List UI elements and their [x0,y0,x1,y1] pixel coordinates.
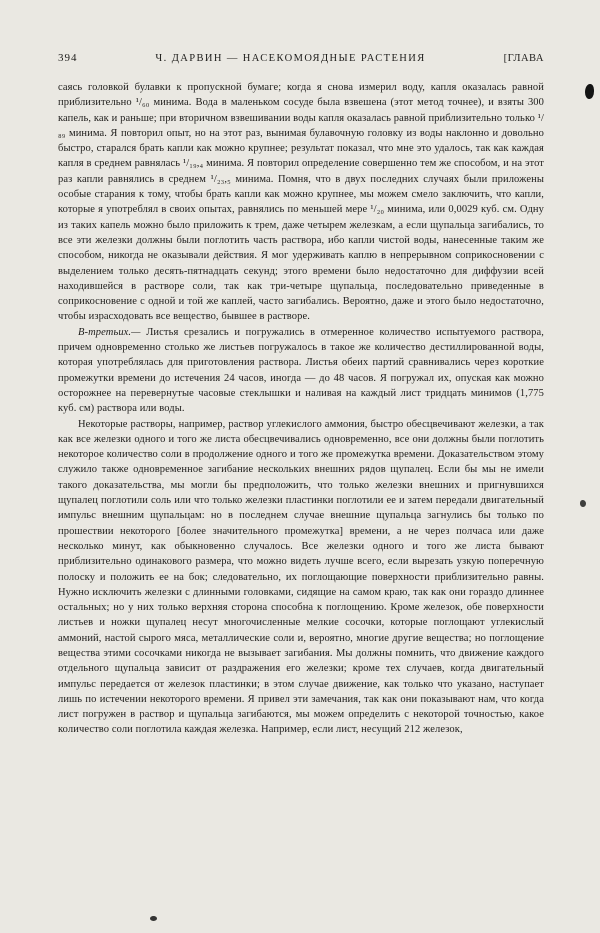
paragraph-thirdly [58,325,544,417]
page-header [58,52,544,64]
chapter-marker: [ГЛАВА [503,53,544,64]
running-title: Ч. ДАРВИН — НАСЕКОМОЯДНЫЕ РАСТЕНИЯ [155,53,426,64]
paragraph-text: Листья срезались и погружались в отмеренное количество испытуемого раствора, причем одновременно столько же листьев погружалось в такое же количество дестиллированной воды, которая употреблялась для приготовления раствора. Листья обеих партий сравнивались через короткие промежутки времени до истечения 24 часов, иногда — до 48 часов. Я погружал их, опуская как можно осторожнее на перевернутые часовые стеклышки и наливая на каждый лист тридцать минимов (1,775 куб. см) раствора или воды. [58,326,544,415]
paragraph-lead: В-третьих.— [78,326,141,338]
page-number: 394 [58,52,78,64]
paragraph-text: саясь головкой булавки к пропускной бумаге; когда я снова измерил воду, капля оказалась равной приблизительно ¹/₆₀ минима. Вода в маленьком сосуде была взвешена (этот метод точнее), и взяты 300 капель, как и раньше; при вторичном взвешивании воды капля оказалась равной приблизительно только ¹/₈₉ минима. Я повторил опыт, но на этот раз, вынимая булавочную головку из воды наклонно и довольно быстро, старался брать капли как можно крупнее; результат показал, что мне это удалось, так как каждая капля в среднем равнялась ¹/₁₉,₄ минима. Я повторил определение совершенно тем же способом, и на этот раз капли равнялись в среднем ¹/₂₃,₅ минима. Помня, что в двух последних случаях были приложены особые старания к тому, чтобы брать капли как можно крупнее, мы можем смело заключить, что капли, которые я употреблял в своих опытах, равнялись по меньшей мере ¹/₂₀ минима, или 0,0029 куб. см. Одну из таких капель можно было приложить к трем, даже четырем железкам, а если щупальца загибались, то все эти железки должны были поглотить часть раствора, ибо капли чистой воды, нанесенные таким же способом, никогда не оказывали действия. Я мог удерживать каплю в непрерывном соприкосновении с выделением только десять-пятнадцать секунд; этого времени было недостаточно для диффузии всей находившейся в растворе соли, так как три-четыре щупальца, последовательно приведенные в соприкосновение с одной и той же каплей, часто загибались. Вероятно, даже и этого было недостаточно, чтобы израсходовать все вещество, бывшее в растворе. [58,82,544,323]
page-body [58,80,544,738]
paragraph-solutions [58,417,544,738]
scan-artifact-right-edge [580,500,586,507]
paragraph-continuation [58,80,544,325]
scan-artifact-bottom-left [150,916,157,921]
paragraph-text: Некоторые растворы, например, раствор углекислого аммония, быстро обесцвечивают железки, а так как все железки одного и того же листа обесцвечивались одновременно, все они должны были поглотить некоторое количество соли в продолжение одного и того же промежутка времени. Доказательством этому служило также одновременное загибание нескольких внешних рядов щупалец. Если бы мы не имели такого доказательства, мы могли бы предположить, что только железки внешних и пригнувшихся щупалец поглотили соль или что только железки пластинки поглотили ее и затем передали двигательный импульс внешним щупальцам: но в последнем случае внешние щупальца загнулись бы только по прошествии некоторого [более значительного промежутка] времени, а не через полчаса или даже несколько минут, как обыкновенно случалось. Все железки одного и того же листа бывают приблизительно одинакового размера, что можно видеть лучше всего, если вырезать узкую поперечную полоску и положить ее на бок; следовательно, их поглощающие поверхности приблизительно равны. Нужно исключить железки с длинными головками, сидящие на самом краю, так как они гораздо длиннее остальных; но у них только верхняя сторона способна к поглощению. Кроме железок, обе поверхности листьев и ножки щупалец несут многочисленные мелкие сосочки, которые поглощают углекислый аммоний, настой сырого мяса, металлические соли и, вероятно, многие другие вещества; но поглощение вещества этими сосочками никогда не вызывает загибания. Мы должны помнить, что движение каждого отдельного щупальца зависит от раздражения его железки; кроме тех случаев, когда двигательный импульс передается от железок пластинки; в этом случае движение, как только что указано, наступает лишь по истечении некоторого времени. Я привел эти замечания, так как они показывают нам, что когда лист погружен в раствор и щупальца загибаются, мы можем определить с некоторой точностью, какое количество соли поглотила каждая железка. Например, если лист, несущий 212 железок, [58,418,544,736]
scan-artifact-top-right [585,84,594,99]
